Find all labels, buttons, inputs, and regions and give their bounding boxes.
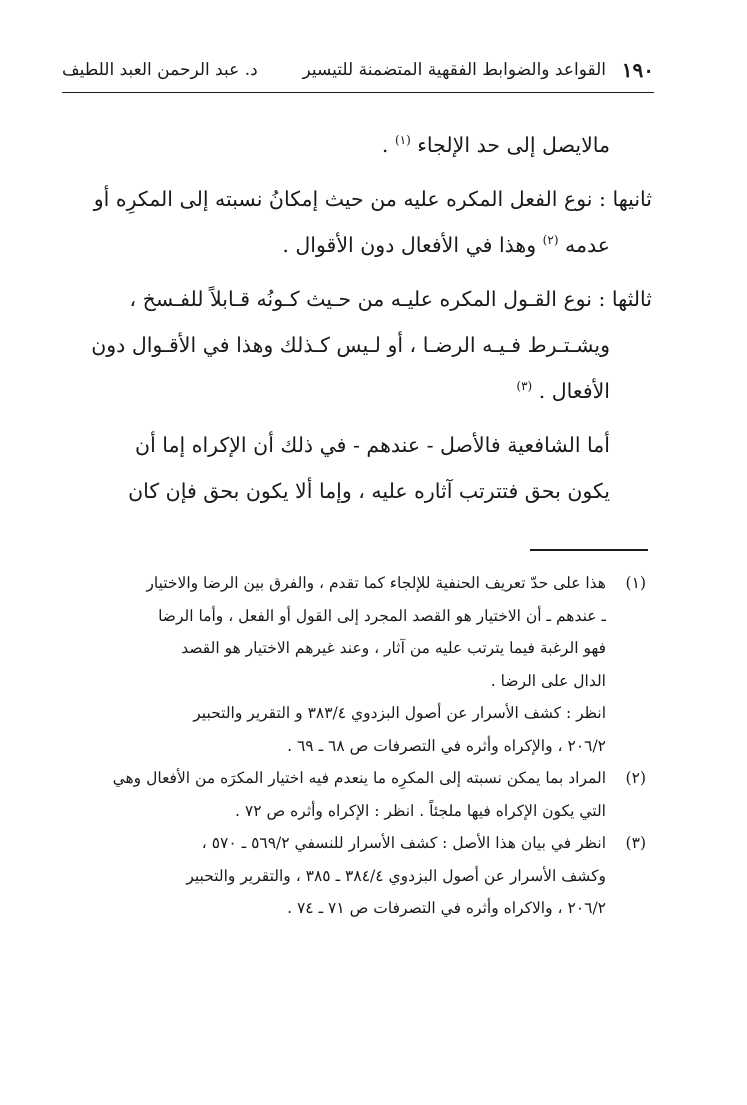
footnote-line: ٢٠٦/٢ ، والاكراه وأثره في التصرفات ص ٧١ ـ ٧٤ . [287, 899, 606, 917]
page-number: ١٩٠ [621, 58, 654, 82]
paragraph [66, 276, 652, 414]
footnote-line: التي يكون الإكراه فيها ملجئاً . انظر : الإكراه وأثره ص ٧٢ . [235, 801, 606, 820]
text-line: ثالثها : نوع القـول المكره عليـه من حـيث كـونُه قـابلاً للفـسخ ، [129, 287, 652, 311]
running-author: د. عبد الرحمن العبد اللطيف [62, 60, 258, 80]
text-line: ثانيها : نوع الفعل المكره عليه من حيث إمكانُ نسبته إلى المكرِه أو [93, 187, 652, 211]
footnote-number: (١) [625, 574, 646, 592]
footnote-line: ـ عندهم ـ أن الاختيار هو القصد المجرد إلى القول أو الفعل ، وأما الرضا [158, 606, 606, 625]
footnote-2 [60, 762, 646, 827]
footnote-line: انظر : كشف الأسرار عن أصول البزدوي ٣٨٣/٤ و التقرير والتحبير [193, 704, 606, 722]
text-line: الأفعال . $^{(٣)}$ [516, 379, 610, 403]
main-text [66, 122, 652, 514]
footnote-1 [60, 567, 646, 762]
footnote-reference: (٢) [542, 233, 559, 248]
text-line: عدمه $^{(٢)}$ وهذا في الأفعال دون الأقوال . [282, 233, 610, 257]
footnote-3 [60, 827, 646, 925]
footnotes [60, 567, 646, 925]
footnote-line: ٢٠٦/٢ ، والإكراه وأثره في التصرفات ص ٦٨ ـ ٦٩ . [287, 736, 606, 755]
footnote-reference: (١) [394, 133, 411, 148]
footnote-line: هذا على حدّ تعريف الحنفية للإلجاء كما تقدم ، والفرق بين الرضا والاختيار [146, 574, 606, 592]
running-title: القواعد والضوابط الفقهية المتضمنة للتيسير [302, 60, 606, 80]
footnote-line: وكشف الأسرار عن أصول البزدوي ٣٨٤/٤ ـ ٣٨٥ ، والتقرير والتحبير [186, 866, 606, 885]
footnote-line: الدال على الرضا . [490, 671, 606, 690]
text-line: مالايصل إلى حد الإلجاء $^{(١)}$ . [381, 133, 610, 157]
footnote-reference: (٣) [516, 379, 533, 394]
header-rule [62, 92, 654, 93]
footnote-line: المراد بما يمكن نسبته إلى المكرِه ما ينعدم فيه اختيار المكرَه من الأفعال وهي [112, 769, 606, 787]
running-header [62, 58, 654, 88]
footnote-line: انظر في بيان هذا الأصل : كشف الأسرار للنسفي ٥٦٩/٢ ـ ٥٧٠ ، [201, 834, 606, 852]
text-line: ويشـتـرط فـيـه الرضـا ، أو لـيس كـذلك وهذا في الأقـوال دون [91, 333, 610, 357]
paragraph [66, 422, 652, 514]
footnote-line: فهو الرغبة فيما يترتب عليه من آثار ، وعند غيرهم الاختيار هو القصد [181, 639, 606, 657]
paragraph [66, 122, 652, 168]
footnote-number: (٢) [625, 769, 646, 787]
text-line: يكون بحق فتترتب آثاره عليه ، وإما ألا يكون بحق فإن كان [128, 479, 610, 503]
paragraph [66, 176, 652, 268]
text-line: أما الشافعية فالأصل - عندهم - في ذلك أن الإكراه إما أن [135, 433, 610, 457]
footnote-number: (٣) [625, 834, 646, 852]
footnote-separator [530, 549, 648, 551]
